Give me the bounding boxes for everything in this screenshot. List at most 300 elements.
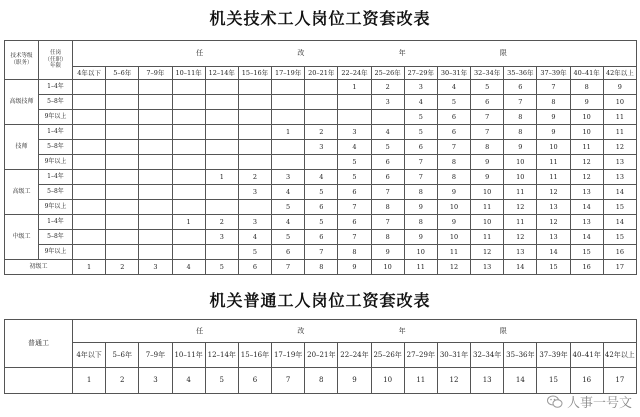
value-cell <box>139 185 172 200</box>
value-cell: 16 <box>603 245 636 260</box>
value-cell: 7 <box>371 185 404 200</box>
column-header: 7–9年 <box>139 67 172 80</box>
value-cell <box>139 125 172 140</box>
value-cell <box>172 140 205 155</box>
value-cell: 8 <box>305 260 338 275</box>
value-cell <box>272 140 305 155</box>
value-cell <box>106 140 139 155</box>
value-cell: 14 <box>504 260 537 275</box>
value-cell: 13 <box>603 170 636 185</box>
value-cell: 11 <box>537 155 570 170</box>
table-row <box>5 170 637 185</box>
value-cell: 1 <box>73 368 106 394</box>
value-cell: 7 <box>404 155 437 170</box>
value-cell: 12 <box>570 155 603 170</box>
value-cell <box>205 110 238 125</box>
value-cell <box>73 125 106 140</box>
value-cell <box>106 80 139 95</box>
value-cell: 14 <box>603 185 636 200</box>
value-cell: 10 <box>437 230 470 245</box>
grade-label: 技师 <box>5 125 39 170</box>
value-cell: 3 <box>371 95 404 110</box>
column-header: 37–39年 <box>537 67 570 80</box>
value-cell: 4 <box>172 260 205 275</box>
value-cell <box>205 140 238 155</box>
value-cell <box>139 155 172 170</box>
value-cell: 6 <box>404 140 437 155</box>
value-cell <box>172 125 205 140</box>
value-cell <box>139 140 172 155</box>
table-row <box>5 185 637 200</box>
value-cell <box>106 170 139 185</box>
value-cell <box>238 80 271 95</box>
value-cell: 8 <box>537 95 570 110</box>
value-cell: 11 <box>537 170 570 185</box>
value-cell: 5 <box>272 200 305 215</box>
value-cell: 11 <box>603 110 636 125</box>
value-cell: 13 <box>570 185 603 200</box>
column-header: 5–6年 <box>106 343 139 368</box>
value-cell: 7 <box>305 245 338 260</box>
table-row <box>5 155 637 170</box>
value-cell <box>139 200 172 215</box>
value-cell: 5 <box>437 95 470 110</box>
table-row <box>5 245 637 260</box>
value-cell <box>172 110 205 125</box>
value-cell <box>172 185 205 200</box>
column-header: 17–19年 <box>272 67 305 80</box>
value-cell: 7 <box>504 95 537 110</box>
value-cell: 6 <box>238 260 271 275</box>
value-cell: 6 <box>471 95 504 110</box>
value-cell: 7 <box>404 170 437 185</box>
value-cell: 7 <box>437 140 470 155</box>
value-cell: 7 <box>272 368 305 394</box>
column-header: 20–21年 <box>305 67 338 80</box>
value-cell: 14 <box>603 215 636 230</box>
value-cell <box>106 125 139 140</box>
value-cell: 11 <box>404 368 437 394</box>
value-cell: 7 <box>371 215 404 230</box>
value-cell: 6 <box>504 80 537 95</box>
value-cell: 7 <box>338 230 371 245</box>
tenure-cell: 5–8年 <box>39 185 73 200</box>
value-cell <box>172 200 205 215</box>
value-cell: 10 <box>437 200 470 215</box>
value-cell: 3 <box>238 185 271 200</box>
value-cell <box>172 170 205 185</box>
table-row <box>5 125 637 140</box>
value-cell: 9 <box>537 110 570 125</box>
value-cell: 2 <box>238 170 271 185</box>
table-row <box>5 110 637 125</box>
value-cell: 13 <box>504 245 537 260</box>
value-cell: 13 <box>603 155 636 170</box>
value-cell: 9 <box>504 140 537 155</box>
value-cell: 5 <box>205 260 238 275</box>
table-row <box>5 230 637 245</box>
value-cell: 6 <box>338 185 371 200</box>
column-header: 30–31年 <box>437 343 470 368</box>
value-cell: 14 <box>570 230 603 245</box>
value-cell: 9 <box>404 200 437 215</box>
value-cell <box>106 185 139 200</box>
column-header: 42年以上 <box>603 343 636 368</box>
value-cell: 5 <box>404 110 437 125</box>
value-cell: 10 <box>371 368 404 394</box>
value-cell: 4 <box>272 185 305 200</box>
value-cell: 11 <box>404 260 437 275</box>
value-cell <box>73 200 106 215</box>
column-header: 42年以上 <box>603 67 636 80</box>
column-header: 7–9年 <box>139 343 172 368</box>
column-header: 22–24年 <box>338 343 371 368</box>
value-cell <box>338 110 371 125</box>
value-cell <box>172 245 205 260</box>
value-cell: 5 <box>404 125 437 140</box>
value-cell: 11 <box>603 125 636 140</box>
value-cell: 6 <box>371 155 404 170</box>
value-cell: 3 <box>139 260 172 275</box>
value-cell: 10 <box>504 170 537 185</box>
value-cell <box>238 200 271 215</box>
column-header: 12–14年 <box>205 67 238 80</box>
value-cell: 2 <box>305 125 338 140</box>
column-header: 25–26年 <box>371 67 404 80</box>
column-header: 15–16年 <box>238 67 271 80</box>
tenure-cell: 9年以上 <box>39 245 73 260</box>
value-cell: 12 <box>504 200 537 215</box>
value-cell: 7 <box>338 200 371 215</box>
value-cell <box>172 155 205 170</box>
value-cell: 13 <box>537 230 570 245</box>
value-cell: 3 <box>139 368 172 394</box>
value-cell: 3 <box>238 215 271 230</box>
value-cell <box>73 230 106 245</box>
table2-title: 机关普通工人岗位工资套改表 <box>209 291 431 310</box>
value-cell: 10 <box>404 245 437 260</box>
value-cell <box>172 95 205 110</box>
tenure-cell: 1–4年 <box>39 125 73 140</box>
value-cell: 9 <box>471 170 504 185</box>
value-cell: 8 <box>338 245 371 260</box>
value-cell: 8 <box>437 170 470 185</box>
value-cell <box>238 140 271 155</box>
value-cell: 9 <box>371 245 404 260</box>
tenure-cell: 9年以上 <box>39 200 73 215</box>
row-label: 普通工 <box>5 320 73 368</box>
value-cell: 12 <box>504 230 537 245</box>
value-cell: 8 <box>570 80 603 95</box>
value-cell <box>106 95 139 110</box>
value-cell: 1 <box>272 125 305 140</box>
value-cell: 2 <box>371 80 404 95</box>
value-cell <box>73 170 106 185</box>
column-header: 17–19年 <box>272 343 305 368</box>
value-cell: 14 <box>504 368 537 394</box>
value-cell <box>73 155 106 170</box>
column-header: 32–34年 <box>471 343 504 368</box>
value-cell: 12 <box>537 185 570 200</box>
value-cell: 14 <box>537 245 570 260</box>
column-header: 10–11年 <box>172 67 205 80</box>
value-cell <box>305 155 338 170</box>
value-cell: 12 <box>570 170 603 185</box>
value-cell: 1 <box>205 170 238 185</box>
value-cell: 5 <box>305 185 338 200</box>
value-cell: 4 <box>404 95 437 110</box>
value-cell <box>272 80 305 95</box>
column-header: 35–36年 <box>504 67 537 80</box>
value-cell: 4 <box>437 80 470 95</box>
value-cell: 12 <box>437 260 470 275</box>
table-row <box>5 95 637 110</box>
value-cell: 11 <box>504 215 537 230</box>
table-row <box>5 215 637 230</box>
general-workers-table <box>4 319 637 394</box>
value-cell: 5 <box>338 155 371 170</box>
value-cell <box>272 155 305 170</box>
value-cell <box>106 110 139 125</box>
value-cell: 12 <box>603 140 636 155</box>
wechat-icon <box>547 395 563 409</box>
column-header: 4年以下 <box>73 343 106 368</box>
value-cell: 15 <box>603 230 636 245</box>
column-header: 37–39年 <box>537 343 570 368</box>
value-cell <box>73 185 106 200</box>
value-cell <box>172 230 205 245</box>
value-cell <box>238 125 271 140</box>
blank-cell <box>5 368 73 394</box>
value-cell <box>139 215 172 230</box>
tenure-cell: 1–4年 <box>39 80 73 95</box>
value-cell <box>205 80 238 95</box>
value-cell: 1 <box>172 215 205 230</box>
value-cell: 4 <box>338 140 371 155</box>
column-header: 40–41年 <box>570 67 603 80</box>
value-cell: 6 <box>371 170 404 185</box>
value-cell <box>106 230 139 245</box>
value-cell <box>106 215 139 230</box>
value-cell: 11 <box>471 230 504 245</box>
value-cell: 10 <box>471 215 504 230</box>
value-cell: 8 <box>404 185 437 200</box>
value-cell <box>305 110 338 125</box>
value-cell: 17 <box>603 260 636 275</box>
column-header: 40–41年 <box>570 343 603 368</box>
table-row <box>5 80 637 95</box>
value-cell: 9 <box>437 185 470 200</box>
value-cell <box>73 140 106 155</box>
value-cell: 12 <box>537 215 570 230</box>
value-cell: 14 <box>570 200 603 215</box>
table1-title: 机关技术工人岗位工资套改表 <box>209 9 431 28</box>
value-cell: 9 <box>404 230 437 245</box>
value-cell <box>139 230 172 245</box>
value-cell: 3 <box>272 170 305 185</box>
value-cell: 10 <box>603 95 636 110</box>
value-cell: 6 <box>272 245 305 260</box>
value-cell: 5 <box>338 170 371 185</box>
value-cell <box>371 110 404 125</box>
column-header: 15–16年 <box>238 343 271 368</box>
value-cell: 2 <box>106 260 139 275</box>
value-cell: 12 <box>471 245 504 260</box>
value-cell: 13 <box>537 200 570 215</box>
column-header: 30–31年 <box>437 67 470 80</box>
value-cell: 3 <box>404 80 437 95</box>
group-header: 任 改 年 限 <box>73 41 637 67</box>
value-cell: 16 <box>570 368 603 394</box>
value-cell: 4 <box>172 368 205 394</box>
value-cell <box>139 95 172 110</box>
value-cell: 8 <box>437 155 470 170</box>
value-cell <box>73 110 106 125</box>
column-header: 25–26年 <box>371 343 404 368</box>
tenure-cell: 1–4年 <box>39 170 73 185</box>
value-cell: 16 <box>570 260 603 275</box>
value-cell <box>238 95 271 110</box>
value-cell: 11 <box>471 200 504 215</box>
value-cell <box>205 95 238 110</box>
value-cell <box>139 110 172 125</box>
value-cell: 10 <box>570 110 603 125</box>
column-header: 27–29年 <box>404 343 437 368</box>
column-header: 12–14年 <box>205 343 238 368</box>
value-cell: 7 <box>471 125 504 140</box>
value-cell: 6 <box>437 110 470 125</box>
value-cell: 8 <box>471 140 504 155</box>
tenure-cell: 5–8年 <box>39 230 73 245</box>
value-cell <box>272 95 305 110</box>
value-cell: 10 <box>570 125 603 140</box>
value-cell: 9 <box>537 125 570 140</box>
grade-label: 初级工 <box>5 260 73 275</box>
tenure-cell: 9年以上 <box>39 155 73 170</box>
value-cell: 6 <box>305 230 338 245</box>
value-cell: 11 <box>437 245 470 260</box>
value-cell: 8 <box>371 200 404 215</box>
value-cell <box>305 80 338 95</box>
value-cell <box>106 155 139 170</box>
value-cell <box>106 245 139 260</box>
value-cell: 9 <box>338 260 371 275</box>
group-header: 任 改 年 限 <box>73 320 637 343</box>
column-header: 10–11年 <box>172 343 205 368</box>
value-cell <box>73 95 106 110</box>
value-cell: 6 <box>238 368 271 394</box>
column-header: 22–24年 <box>338 67 371 80</box>
column-header: 35–36年 <box>504 343 537 368</box>
value-cell: 10 <box>537 140 570 155</box>
value-cell <box>139 80 172 95</box>
table-row <box>5 200 637 215</box>
value-cell <box>338 95 371 110</box>
value-cell: 7 <box>471 110 504 125</box>
value-cell: 4 <box>238 230 271 245</box>
value-cell: 6 <box>305 200 338 215</box>
watermark <box>547 392 632 411</box>
value-cell: 13 <box>471 260 504 275</box>
value-cell: 15 <box>537 260 570 275</box>
value-cell: 13 <box>471 368 504 394</box>
table-row <box>5 140 637 155</box>
value-cell <box>205 200 238 215</box>
value-cell: 12 <box>437 368 470 394</box>
value-cell <box>305 95 338 110</box>
column-header: 32–34年 <box>471 67 504 80</box>
value-cell: 8 <box>371 230 404 245</box>
value-cell <box>172 80 205 95</box>
tenure-cell: 1–4年 <box>39 215 73 230</box>
value-cell: 7 <box>537 80 570 95</box>
value-cell: 9 <box>603 80 636 95</box>
value-cell <box>205 155 238 170</box>
value-cell: 8 <box>404 215 437 230</box>
column-header: 5–6年 <box>106 67 139 80</box>
value-cell <box>139 170 172 185</box>
value-cell <box>73 215 106 230</box>
value-cell: 3 <box>205 230 238 245</box>
value-cell: 15 <box>537 368 570 394</box>
value-cell: 4 <box>272 215 305 230</box>
value-cell: 8 <box>504 110 537 125</box>
value-cell <box>238 110 271 125</box>
table-row <box>5 368 637 394</box>
value-cell: 11 <box>504 185 537 200</box>
value-cell <box>139 245 172 260</box>
value-cell: 5 <box>371 140 404 155</box>
grade-label: 高级工 <box>5 170 39 215</box>
column-header: 20–21年 <box>305 343 338 368</box>
value-cell <box>205 185 238 200</box>
tech-workers-table <box>4 40 637 275</box>
value-cell: 5 <box>471 80 504 95</box>
value-cell: 2 <box>205 215 238 230</box>
value-cell: 9 <box>570 95 603 110</box>
value-cell: 4 <box>305 170 338 185</box>
column-header: 4年以下 <box>73 67 106 80</box>
value-cell: 6 <box>437 125 470 140</box>
value-cell: 2 <box>106 368 139 394</box>
value-cell: 5 <box>305 215 338 230</box>
grade-label: 中级工 <box>5 215 39 260</box>
value-cell: 10 <box>504 155 537 170</box>
value-cell: 15 <box>570 245 603 260</box>
value-cell <box>205 245 238 260</box>
value-cell: 10 <box>371 260 404 275</box>
value-cell: 7 <box>272 260 305 275</box>
column-header: 27–29年 <box>404 67 437 80</box>
value-cell <box>205 125 238 140</box>
value-cell <box>73 80 106 95</box>
value-cell: 11 <box>570 140 603 155</box>
value-cell: 6 <box>338 215 371 230</box>
grade-label: 高级技师 <box>5 80 39 125</box>
value-cell <box>73 245 106 260</box>
value-cell: 1 <box>73 260 106 275</box>
tenure-cell: 9年以上 <box>39 110 73 125</box>
value-cell: 17 <box>603 368 636 394</box>
value-cell: 1 <box>338 80 371 95</box>
value-cell: 8 <box>305 368 338 394</box>
value-cell: 9 <box>338 368 371 394</box>
value-cell: 13 <box>570 215 603 230</box>
value-cell: 10 <box>471 185 504 200</box>
tenure-cell: 5–8年 <box>39 140 73 155</box>
value-cell <box>106 200 139 215</box>
value-cell: 9 <box>437 215 470 230</box>
